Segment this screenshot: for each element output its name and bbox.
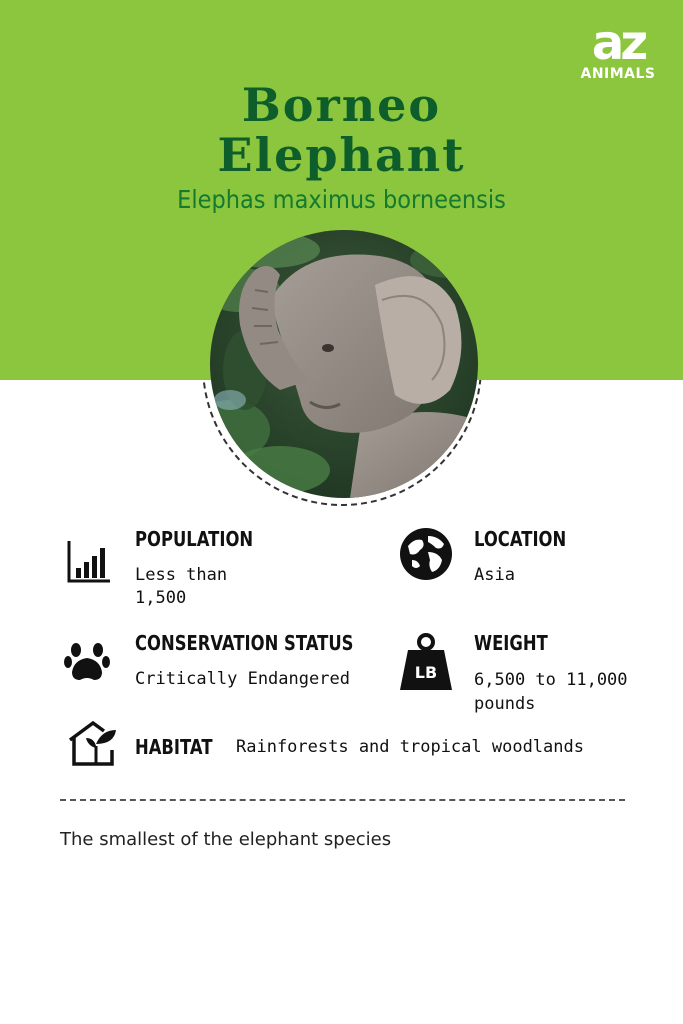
paw-icon bbox=[64, 638, 110, 684]
weight-icon bbox=[398, 632, 454, 692]
weight-value-line-2: pounds bbox=[474, 694, 536, 714]
population-value-line-1: Less than bbox=[135, 565, 228, 585]
location-label: LOCATION bbox=[474, 527, 567, 551]
fun-fact-text: The smallest of the elephant species bbox=[60, 829, 392, 850]
scientific-name: Elephas maximus borneensis bbox=[177, 185, 506, 214]
weight-label: WEIGHT bbox=[474, 631, 548, 655]
elephant-illustration bbox=[210, 230, 478, 498]
weight-icon-text: LB bbox=[414, 663, 438, 682]
elephant-photo bbox=[210, 230, 478, 498]
conservation-status-value: Critically Endangered bbox=[135, 669, 350, 689]
logo-subtext: ANIMALS bbox=[580, 66, 656, 82]
house-plant-icon bbox=[66, 720, 120, 768]
conservation-status-label: CONSERVATION STATUS bbox=[135, 631, 354, 655]
habitat-value: Rainforests and tropical woodlands bbox=[236, 737, 584, 757]
bar-chart-icon bbox=[66, 538, 112, 584]
habitat-label: HABITAT bbox=[135, 735, 213, 759]
location-value: Asia bbox=[474, 565, 515, 585]
population-label: POPULATION bbox=[135, 527, 254, 551]
title-line-2: Elephant bbox=[217, 128, 466, 182]
weight-value-line-1: 6,500 to 11,000 bbox=[474, 670, 628, 690]
az-animals-logo[interactable] bbox=[575, 15, 661, 86]
globe-icon bbox=[398, 526, 454, 582]
page-title bbox=[0, 80, 683, 180]
logo-mark: az bbox=[591, 15, 645, 71]
title-line-1: Borneo bbox=[241, 78, 442, 132]
population-value-line-2: 1,500 bbox=[135, 588, 187, 608]
dashed-divider bbox=[60, 799, 625, 801]
